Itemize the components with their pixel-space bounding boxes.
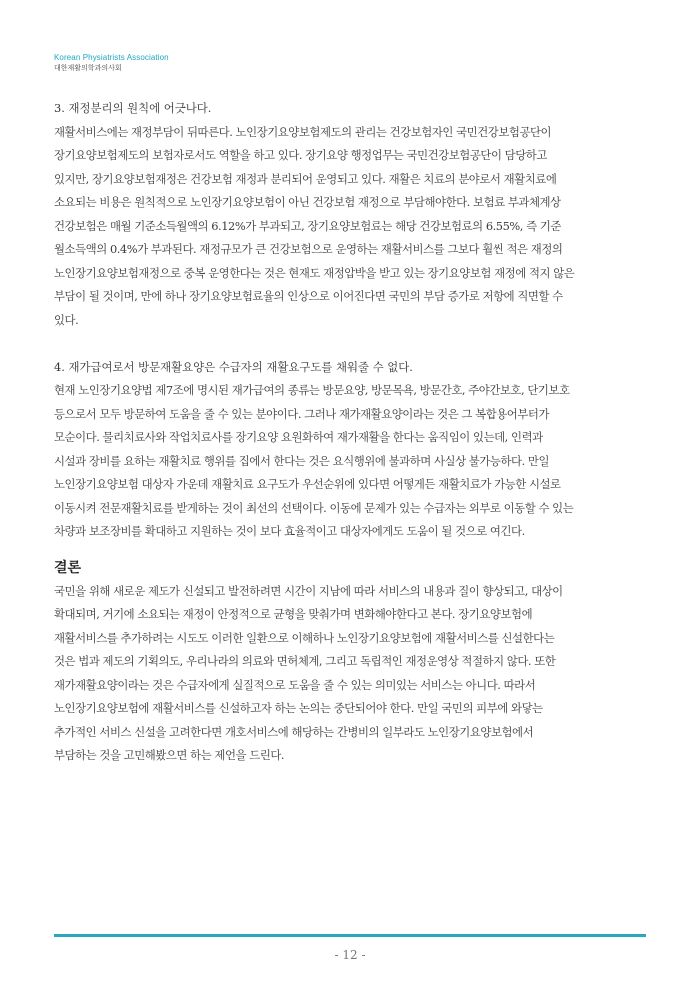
footer-divider: [54, 934, 646, 937]
section-3-line: 소요되는 비용은 원칙적으로 노인장기요양보험이 아닌 건강보험 재정으로 부담해야한다. 보험료 부과체계상: [54, 195, 561, 209]
section-4-title: 4. 재가급여로서 방문재활요양은 수급자의 재활요구도를 채워줄 수 없다.: [54, 359, 413, 374]
conclusion-line: 것은 법과 제도의 기획의도, 우리나라의 의료와 면허체계, 그리고 독립적인 재정운영상 적절하지 않다. 또한: [54, 654, 556, 668]
section-3-body: [54, 121, 654, 333]
conclusion-line: 재활서비스를 추가하려는 시도도 이러한 일환으로 이해하나 노인장기요양보험에 재활서비스를 신설한다는: [54, 630, 555, 645]
conclusion-line: 부담하는 것을 고민해봤으면 하는 제언을 드린다.: [54, 748, 285, 762]
section-3-line: 있지만, 장기요양보험재정은 건강보험 재정과 분리되어 운영되고 있다. 재활은 치료의 분야로서 재활치료에: [54, 171, 557, 186]
section-4-line: 등으로서 모두 방문하여 도움을 줄 수 있는 분야이다. 그러나 재가재활요양이라는 것은 그 복합용어부터가: [54, 406, 550, 421]
section-3-line: 재활서비스에는 재정부담이 뒤따른다. 노인장기요양보험제도의 관리는 건강보험자인 국민건강보험공단이: [54, 124, 552, 139]
section-4-line: 시설과 장비를 요하는 재활치료 행위를 집에서 한다는 것은 요식행위에 불과하며 사실상 불가능하다. 만일: [54, 453, 550, 468]
section-4-line: 현재 노인장기요양법 제7조에 명시된 재가급여의 종류는 방문요양, 방문목욕, 방문간호, 주야간보호, 단기보호: [54, 383, 570, 397]
organization-name-ko: 대한재활의학과의사회: [54, 65, 122, 72]
document-body: [54, 97, 654, 768]
section-4-body: [54, 379, 654, 544]
section-3-title: 3. 재정분리의 원칙에 어긋나다.: [54, 101, 212, 115]
section-4-line: 차량과 보조장비를 확대하고 지원하는 것이 보다 효율적이고 대상자에게도 도움이 될 것으로 여긴다.: [54, 524, 525, 538]
conclusion-line: 국민을 위해 새로운 제도가 신설되고 발전하려면 시간이 지남에 따라 서비스의 내용과 질이 향상되고, 대상이: [54, 583, 563, 598]
section-3-line: 월소득액의 0.4%가 부과된다. 재정규모가 큰 건강보험으로 운영하는 재활서비스를 그보다 훨씬 적은 재정의: [54, 242, 563, 256]
conclusion-line: 추가적인 서비스 신설을 고려한다면 개호서비스에 해당하는 간병비의 일부라도 노인장기요양보험에서: [54, 724, 534, 739]
organization-name-en: Korean Physiatrists Association: [54, 53, 169, 62]
conclusion-body: [54, 580, 654, 768]
section-3-line: 노인장기요양보험재정으로 중복 운영한다는 것은 현재도 재정압박을 받고 있는 장기요양보험 재정에 적지 않은: [54, 265, 575, 280]
section-4-line: 이동시켜 전문재활치료를 받게하는 것이 최선의 선택이다. 이동에 문제가 있는 수급자는 외부로 이동할 수 있는: [54, 500, 574, 515]
conclusion-heading: 결론: [54, 559, 82, 576]
section-4-line: 모순이다. 물리치료사와 작업치료사를 장기요양 요원화하여 재가재활을 한다는 움직임이 있는데, 인력과: [54, 430, 543, 444]
conclusion-line: 노인장기요양보험에 재활서비스를 신설하고자 하는 논의는 중단되어야 한다. 만일 국민의 피부에 와닿는: [54, 701, 543, 715]
conclusion-line: 확대되며, 거기에 소요되는 재정이 안정적으로 균형을 맞춰가며 변화해야한다고 본다. 장기요양보험에: [54, 607, 533, 621]
section-3-line: 건강보험은 매월 기준소득월액의 6.12%가 부과되고, 장기요양보험료는 해당 건강보험료의 6.55%, 즉 기준: [54, 218, 561, 233]
section-4-line: 노인장기요양보험 대상자 가운데 재활치료 요구도가 우선순위에 있다면 어떻게든 재활치료가 가능한 시설로: [54, 477, 561, 491]
section-3-line: 장기요양보험제도의 보험자로서도 역할을 하고 있다. 장기요양 행정업무는 국민건강보험공단이 담당하고: [54, 148, 547, 162]
section-3-line: 있다.: [54, 312, 79, 327]
page-number: - 12 -: [334, 948, 366, 962]
conclusion-line: 재가재활요양이라는 것은 수급자에게 실질적으로 도움을 줄 수 있는 의미있는 서비스는 아니다. 따라서: [54, 677, 536, 692]
page-header: [54, 52, 169, 74]
section-3-line: 부담이 될 것이며, 만에 하나 장기요양보험료율의 인상으로 이어진다면 국민의 부담 증가로 저항에 직면할 수: [54, 289, 563, 303]
